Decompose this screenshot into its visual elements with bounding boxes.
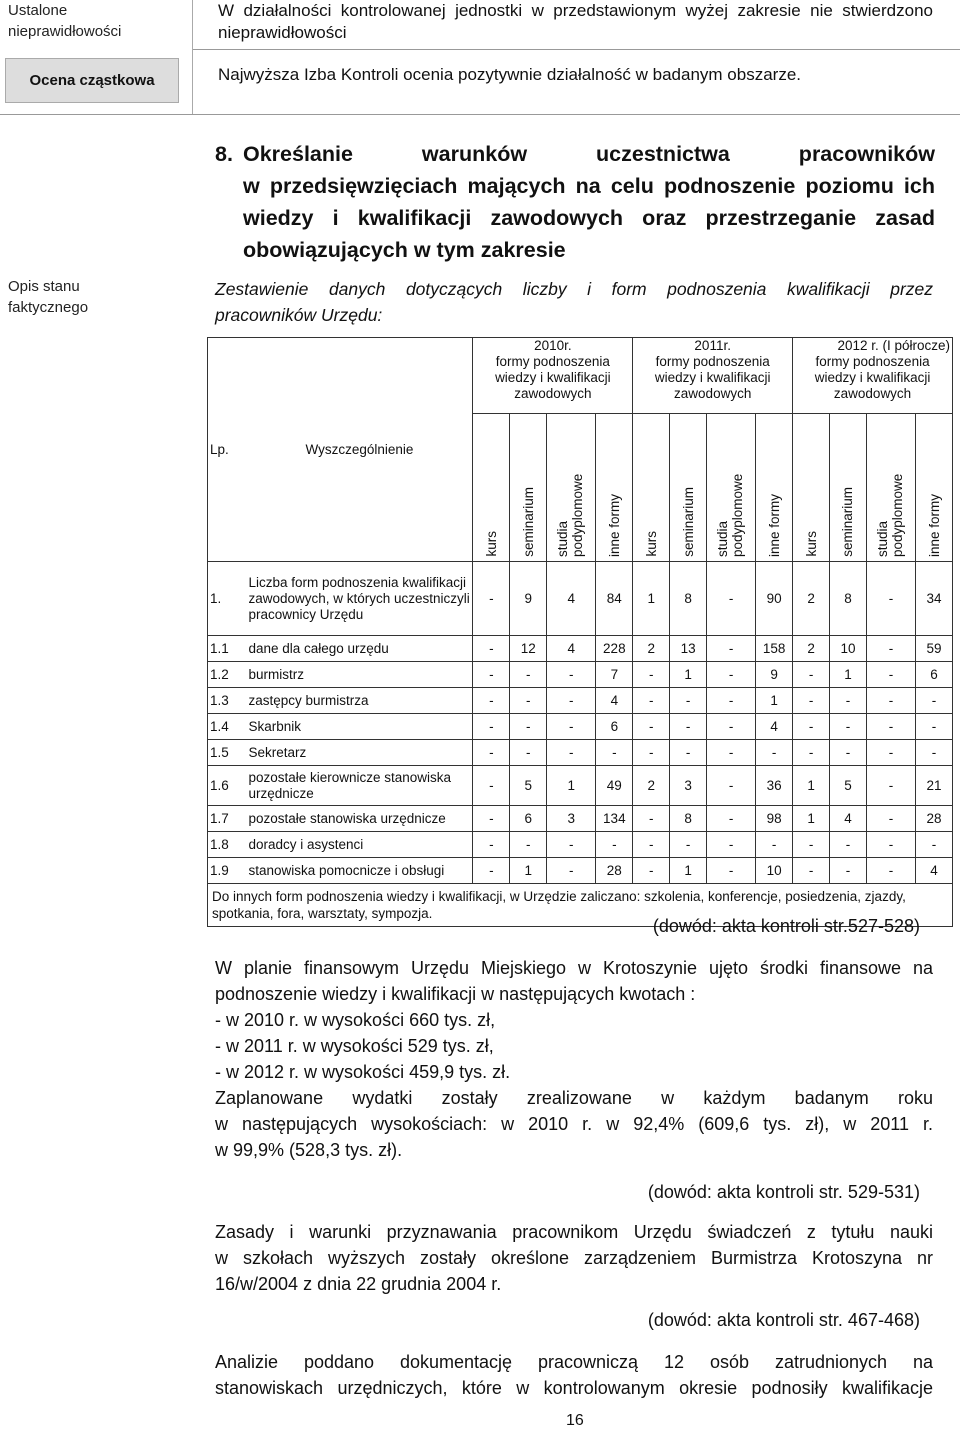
row-value: - <box>916 714 953 740</box>
form-header: studia podyplomowe <box>547 414 596 562</box>
intro-line: Zestawienie danych dotyczących liczby i form podnoszenia kwalifikacji przez <box>215 279 933 299</box>
page-number: 16 <box>566 1412 584 1429</box>
divider <box>192 0 193 114</box>
row-value: 6 <box>510 806 547 832</box>
table-row <box>208 832 953 858</box>
row-value: - <box>670 714 707 740</box>
form-header: kurs <box>473 414 510 562</box>
row-value: 158 <box>756 636 793 662</box>
row-value: 1 <box>633 562 670 636</box>
row-value: - <box>793 662 830 688</box>
label-ustalone <box>0 0 192 42</box>
row-lp: 1.9 <box>208 858 247 884</box>
row-value: 28 <box>596 858 633 884</box>
row-value: - <box>707 714 756 740</box>
row-label: doradcy i asystenci <box>246 832 472 858</box>
row-value: 2 <box>793 636 830 662</box>
row-value: - <box>633 662 670 688</box>
form-header: seminarium <box>510 414 547 562</box>
opis-label: Opis stanu faktycznego <box>8 278 89 316</box>
year-header-2011 <box>633 338 793 414</box>
paragraph-line: - w 2012 r. w wysokości 459,9 tys. zł. <box>215 1062 511 1082</box>
table-row <box>208 714 953 740</box>
row-value: - <box>633 806 670 832</box>
year-header-2012 <box>793 338 953 414</box>
form-header: inne formy <box>756 414 793 562</box>
row-value: - <box>547 688 596 714</box>
row-value: - <box>830 832 867 858</box>
form-header: inne formy <box>596 414 633 562</box>
row-value: 4 <box>916 858 953 884</box>
row-value: - <box>866 688 915 714</box>
row-value: - <box>473 688 510 714</box>
row-value: - <box>510 832 547 858</box>
row-value: 1 <box>670 858 707 884</box>
row-value: 8 <box>670 806 707 832</box>
row-label: pozostałe stanowiska urzędnicze <box>246 806 472 832</box>
intro-text <box>215 276 933 328</box>
row-value: - <box>547 740 596 766</box>
year-label: 2012 r. (I półrocze) <box>837 338 950 353</box>
year-sub: formy podnoszenia wiedzy i kwalifikacji zawodowych <box>654 354 771 401</box>
table-row <box>208 858 953 884</box>
row-value: 9 <box>510 562 547 636</box>
row-value: - <box>510 740 547 766</box>
table-row <box>208 662 953 688</box>
row-value: - <box>866 766 915 806</box>
row-value: - <box>707 806 756 832</box>
row-value: - <box>596 832 633 858</box>
row-value: - <box>473 832 510 858</box>
row-value: - <box>707 662 756 688</box>
row-value: - <box>756 832 793 858</box>
row-value: 84 <box>596 562 633 636</box>
row-value: 21 <box>916 766 953 806</box>
row-value: - <box>596 740 633 766</box>
lp-header: Lp. <box>210 441 229 457</box>
paragraph-line: Zasady i warunki przyznawania pracownikom Urzędu świadczeń z tytułu nauki <box>215 1222 933 1242</box>
row-lp: 1.8 <box>208 832 247 858</box>
row-value: 36 <box>756 766 793 806</box>
row-value: 12 <box>510 636 547 662</box>
row-value: - <box>707 832 756 858</box>
row-label: Liczba form podnoszenia kwalifikacji zawodowych, w których uczestniczyli pracownicy Urzędu <box>246 562 472 636</box>
year-label: 2010r. <box>534 338 572 353</box>
row-value: - <box>830 714 867 740</box>
form-header: studia podyplomowe <box>707 414 756 562</box>
row-value: 8 <box>830 562 867 636</box>
evidence-citation: (dowód: akta kontroli str.527-528) <box>652 916 920 936</box>
row-label: dane dla całego urzędu <box>246 636 472 662</box>
row-value: 4 <box>830 806 867 832</box>
row-label: Skarbnik <box>246 714 472 740</box>
desc-header-cell <box>246 338 472 562</box>
row-value: - <box>633 858 670 884</box>
row-value: - <box>473 636 510 662</box>
row-value: - <box>547 858 596 884</box>
ocena-box <box>5 58 179 103</box>
row-label: burmistrz <box>246 662 472 688</box>
row-value: 7 <box>596 662 633 688</box>
row-lp: 1.6 <box>208 766 247 806</box>
row-value: 1 <box>793 766 830 806</box>
section-title <box>215 138 935 266</box>
row-value: - <box>916 740 953 766</box>
year-sub: formy podnoszenia wiedzy i kwalifikacji zawodowych <box>495 354 611 401</box>
ustalone-label: Ustalone nieprawidłowości <box>8 2 122 40</box>
row-value: - <box>707 740 756 766</box>
row-value: - <box>510 714 547 740</box>
paragraph-line: - w 2011 r. w wysokości 529 tys. zł, <box>215 1036 494 1056</box>
row-lp: 1.3 <box>208 688 247 714</box>
row-value: - <box>830 858 867 884</box>
row-lp: 1.4 <box>208 714 247 740</box>
row-value: 10 <box>756 858 793 884</box>
row-value: - <box>793 740 830 766</box>
evidence-citation: (dowód: akta kontroli str. 529-531) <box>647 1182 920 1202</box>
irregularities-text: W działalności kontrolowanej jednostki w przedstawionym wyżej zakresie nie stwierdzono nieprawidłowości <box>218 1 933 42</box>
row-value: 4 <box>547 636 596 662</box>
paragraph-line: podnoszenie wiedzy i kwalifikacji w następujących kwotach : <box>215 984 696 1004</box>
paragraph-line: w 99,9% (528,3 tys. zł). <box>215 1140 403 1160</box>
row-lp: 1.2 <box>208 662 247 688</box>
table-row <box>208 740 953 766</box>
row-value: - <box>793 714 830 740</box>
row-value: - <box>916 832 953 858</box>
row-value: 1 <box>793 806 830 832</box>
row-value: - <box>547 714 596 740</box>
row-value: - <box>866 662 915 688</box>
row-value: - <box>793 688 830 714</box>
row-value: - <box>866 858 915 884</box>
divider <box>192 49 960 50</box>
paragraph-line: Analizie poddano dokumentację pracowniczą 12 osób zatrudnionych na <box>215 1352 933 1372</box>
evidence-citation: (dowód: akta kontroli str. 467-468) <box>647 1310 920 1330</box>
form-header: studia podyplomowe <box>866 414 915 562</box>
desc-header: Wyszczególnienie <box>305 441 414 457</box>
row-value: 2 <box>633 766 670 806</box>
paragraph-line: 16/w/2004 z dnia 22 grudnia 2004 r. <box>215 1274 502 1294</box>
row-value: 49 <box>596 766 633 806</box>
form-header: seminarium <box>830 414 867 562</box>
row-value: 1 <box>547 766 596 806</box>
row-value: - <box>547 832 596 858</box>
row-value: - <box>830 740 867 766</box>
row-value: - <box>547 662 596 688</box>
row-value: - <box>866 714 915 740</box>
intro-line: pracowników Urzędu: <box>215 305 383 325</box>
row-value: 5 <box>830 766 867 806</box>
form-header: kurs <box>633 414 670 562</box>
row-value: - <box>707 858 756 884</box>
row-value: - <box>866 806 915 832</box>
qualification-table <box>207 337 953 927</box>
row-value: - <box>670 740 707 766</box>
lp-header-cell <box>208 338 247 562</box>
assessment-text: Najwyższa Izba Kontroli ocenia pozytywnie działalność w badanym obszarze. <box>218 65 802 84</box>
section-number: 8. <box>215 142 233 166</box>
title-line: wiedzy i kwalifikacji zawodowych oraz przestrzeganie zasad <box>243 206 935 230</box>
row-value: 1 <box>830 662 867 688</box>
row-lp: 1.5 <box>208 740 247 766</box>
year-sub: formy podnoszenia wiedzy i kwalifikacji zawodowych <box>814 354 931 401</box>
row-value: - <box>707 688 756 714</box>
row-lp: 1. <box>208 562 247 636</box>
divider <box>0 114 960 115</box>
row-value: 2 <box>793 562 830 636</box>
row-value: - <box>866 636 915 662</box>
table-row <box>208 806 953 832</box>
row-label: stanowiska pomocnicze i obsługi <box>246 858 472 884</box>
row-value: 3 <box>670 766 707 806</box>
form-header: kurs <box>793 414 830 562</box>
title-line: Określanie warunków uczestnictwa pracowników <box>243 142 935 166</box>
row-value: - <box>473 562 510 636</box>
row-value: - <box>510 688 547 714</box>
row-value: 6 <box>596 714 633 740</box>
table-row <box>208 766 953 806</box>
row-value: 4 <box>547 562 596 636</box>
row-value: 13 <box>670 636 707 662</box>
row-value: - <box>510 662 547 688</box>
paragraph-line: Zaplanowane wydatki zostały zrealizowane w każdym badanym roku <box>215 1088 933 1108</box>
table-row <box>208 688 953 714</box>
title-line: obowiązujących w tym zakresie <box>243 238 566 262</box>
row-value: 98 <box>756 806 793 832</box>
row-value: - <box>866 562 915 636</box>
row-value: 34 <box>916 562 953 636</box>
year-header-2010 <box>473 338 633 414</box>
paragraph-line: stanowiskach urzędniczych, które w kontrolowanym okresie podnosiły kwalifikacje <box>215 1378 933 1398</box>
row-value: - <box>756 740 793 766</box>
row-value: - <box>830 688 867 714</box>
row-value: - <box>473 714 510 740</box>
row-value: - <box>707 636 756 662</box>
form-header: seminarium <box>670 414 707 562</box>
table-row <box>208 636 953 662</box>
row-value: 6 <box>916 662 953 688</box>
row-label: zastępcy burmistrza <box>246 688 472 714</box>
row-value: - <box>866 740 915 766</box>
row-value: - <box>473 766 510 806</box>
form-header: inne formy <box>916 414 953 562</box>
row-value: - <box>633 832 670 858</box>
row-value: - <box>473 662 510 688</box>
row-value: 59 <box>916 636 953 662</box>
row-value: 4 <box>756 714 793 740</box>
row-value: 2 <box>633 636 670 662</box>
row-value: - <box>473 858 510 884</box>
paragraph-rules <box>215 1219 933 1297</box>
row-lp: 1.7 <box>208 806 247 832</box>
paragraph-line: w szkołach wyższych zostały określone zarządzeniem Burmistrza Krotoszyna nr <box>215 1248 933 1268</box>
paragraph-line: W planie finansowym Urzędu Miejskiego w Krotoszynie ujęto środki finansowe na <box>215 958 933 978</box>
row-value: - <box>793 858 830 884</box>
row-value: 1 <box>670 662 707 688</box>
row-value: 228 <box>596 636 633 662</box>
row-label: Sekretarz <box>246 740 472 766</box>
row-value: - <box>866 832 915 858</box>
row-value: - <box>793 832 830 858</box>
row-value: - <box>633 714 670 740</box>
title-line: w przedsięwzięciach mających na celu podnoszenie poziomu ich <box>243 174 935 198</box>
row-value: 3 <box>547 806 596 832</box>
row-value: - <box>707 766 756 806</box>
row-value: - <box>473 740 510 766</box>
row-label: pozostałe kierownicze stanowiska urzędnicze <box>246 766 472 806</box>
row-value: 134 <box>596 806 633 832</box>
table-footnote: Do innych form podnoszenia wiedzy i kwalifikacji, w Urzędzie zaliczano: szkolenia, konferencje, posiedzenia, zjazdy, spotkania, fora, warsztaty, sympozja. <box>208 884 953 927</box>
paragraph-line: w następujących wysokościach: w 2010 r. w 92,4% (609,6 tys. zł), w 2011 r. <box>215 1114 933 1134</box>
row-value: 28 <box>916 806 953 832</box>
row-value: - <box>670 688 707 714</box>
table-body <box>208 562 953 884</box>
paragraph-line: - w 2010 r. w wysokości 660 tys. zł, <box>215 1010 496 1030</box>
row-value: 4 <box>596 688 633 714</box>
paragraph-analysis <box>215 1349 933 1401</box>
row-value: 10 <box>830 636 867 662</box>
paragraph-budget <box>215 955 933 1163</box>
row-value: 5 <box>510 766 547 806</box>
row-value: - <box>670 832 707 858</box>
table-row <box>208 562 953 636</box>
row-value: 8 <box>670 562 707 636</box>
ocena-label: Ocena cząstkowa <box>29 72 155 89</box>
row-value: 90 <box>756 562 793 636</box>
row-value: - <box>707 562 756 636</box>
row-value: - <box>916 688 953 714</box>
row-value: - <box>473 806 510 832</box>
row-value: 1 <box>756 688 793 714</box>
year-label: 2011r. <box>694 338 731 353</box>
row-value: 9 <box>756 662 793 688</box>
row-value: - <box>633 688 670 714</box>
row-value: - <box>633 740 670 766</box>
row-value: 1 <box>510 858 547 884</box>
row-lp: 1.1 <box>208 636 247 662</box>
